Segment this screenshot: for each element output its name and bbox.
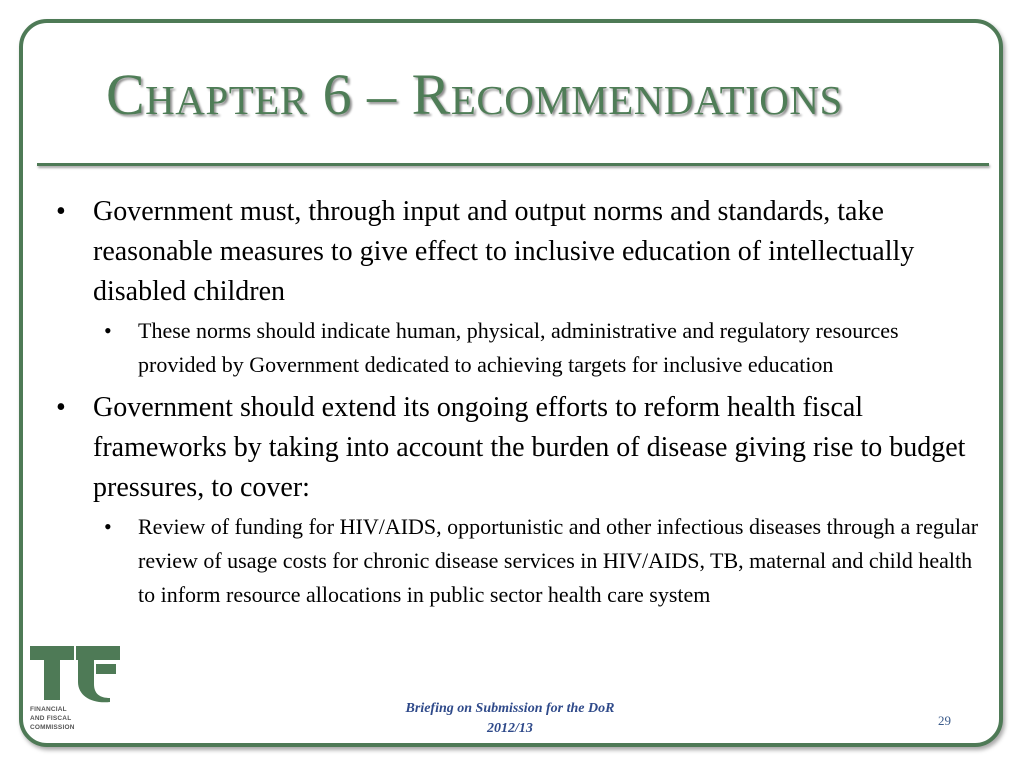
bullet-item <box>52 192 982 312</box>
slide-content <box>52 192 982 618</box>
bullet-icon: • <box>56 392 66 423</box>
bullet-item <box>52 388 982 508</box>
logo-caption <box>30 705 75 732</box>
sub-bullet-text: Review of funding for HIV/AIDS, opportunistic and other infectious diseases through a regular review of usage costs for chronic disease services in HIV/AIDS, TB, maternal and child health to inform resource allocations in public sector health care system <box>138 514 979 607</box>
slide-title: Chapter 6 – Recommendations <box>106 62 843 127</box>
slide-footer <box>360 699 660 739</box>
bullet-text: Government should extend its ongoing efforts to reform health fiscal frameworks by taking into account the burden of disease giving rise to budget pressures, to cover: <box>93 392 966 503</box>
slide-number: 29 <box>938 713 951 728</box>
sub-bullet-item <box>104 510 982 612</box>
logo-line: COMMISSION <box>30 724 75 731</box>
sub-bullet-item <box>104 314 982 382</box>
bullet-icon: • <box>104 318 112 343</box>
logo-line: AND FISCAL <box>30 715 72 722</box>
logo-line: FINANCIAL <box>30 706 67 713</box>
bullet-icon: • <box>104 514 112 539</box>
bullet-text: Government must, through input and output norms and standards, take reasonable measures to give effect to inclusive education of intellectually disabled children <box>93 196 915 307</box>
footer-line: 2012/13 <box>487 721 533 736</box>
title-divider <box>37 163 989 166</box>
bullet-icon: • <box>56 196 66 227</box>
footer-line: Briefing on Submission for the DoR <box>405 701 615 716</box>
sub-bullet-text: These norms should indicate human, physical, administrative and regulatory resources provided by Government dedicated to achieving targets for inclusive education <box>138 318 899 377</box>
